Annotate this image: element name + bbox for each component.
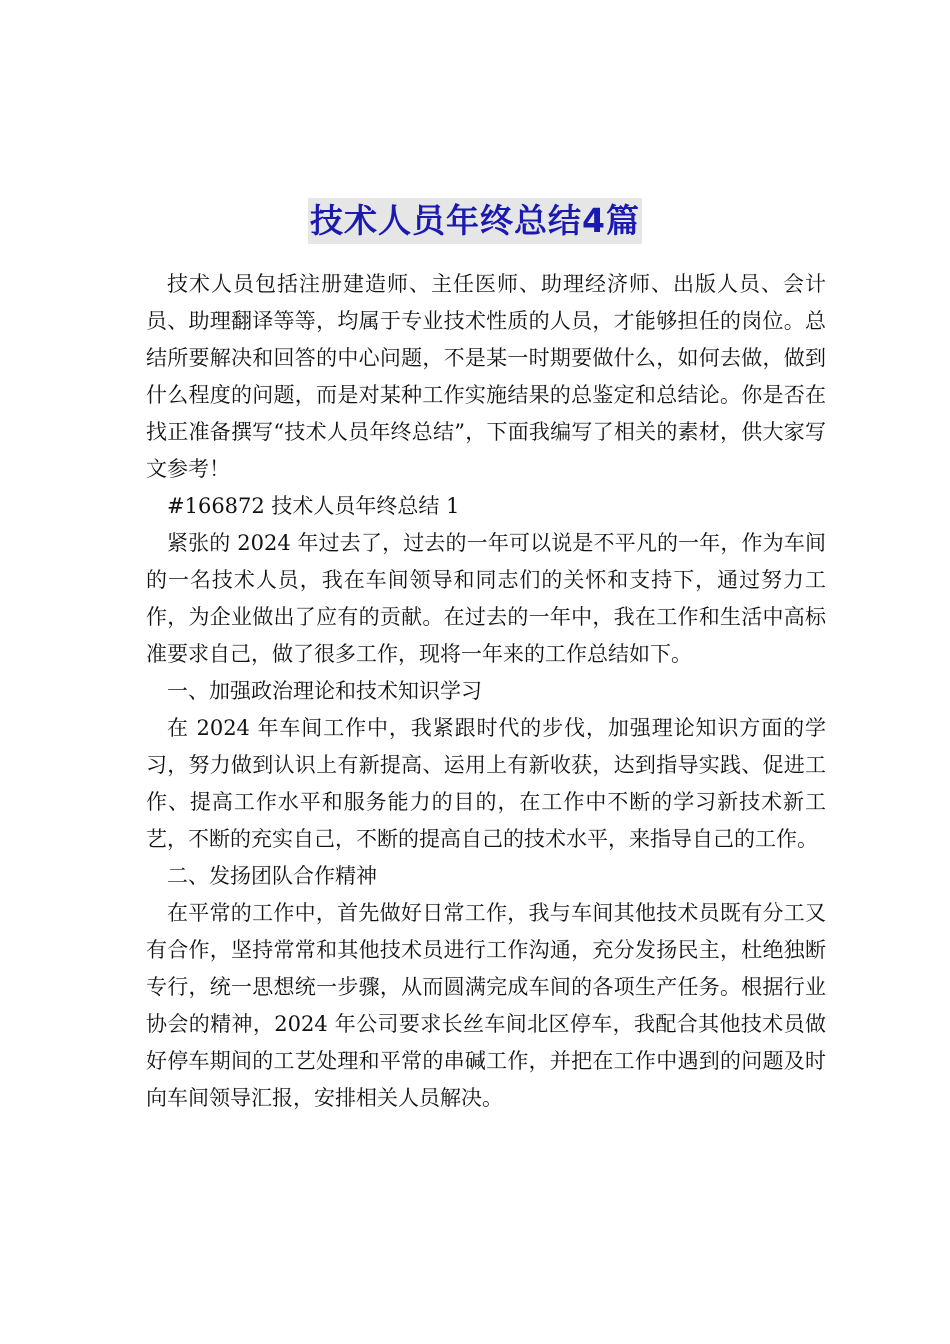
document-body	[146, 266, 826, 1117]
intro-paragraph: 技术人员包括注册建造师、主任医师、助理经济师、出版人员、会计员、助理翻译等等，均属于专业技术性质的人员，才能够担任的岗位。总结所要解决和回答的中心问题，不是某一时期要做什么，如何去做，做到什么程度的问题，而是对某种工作实施结果的总鉴定和总结论。你是否在找正准备撰写“技术人员年终总结”，下面我编写了相关的素材，供大家写文参考！	[146, 272, 826, 481]
body-paragraph: 紧张的 2024 年过去了，过去的一年可以说是不平凡的一年，作为车间的一名技术人员，我在车间领导和同志们的关怀和支持下，通过努力工作，为企业做出了应有的贡献。在过去的一年中，我在工作和生活中高标准要求自己，做了很多工作，现将一年来的工作总结如下。	[146, 531, 826, 666]
subheading-1: 一、加强政治理论和技术知识学习	[167, 679, 482, 703]
body-paragraph: 在 2024 年车间工作中，我紧跟时代的步伐，加强理论知识方面的学习，努力做到认识上有新提高、运用上有新收获，达到指导实践、促进工作、提高工作水平和服务能力的目的，在工作中不断的学习新技术新工艺，不断的充实自己，不断的提高自己的技术水平，来指导自己的工作。	[146, 716, 826, 851]
body-paragraph: 在平常的工作中，首先做好日常工作，我与车间其他技术员既有分工又有合作，坚持常常和其他技术员进行工作沟通，充分发扬民主，杜绝独断专行，统一思想统一步骤，从而圆满完成车间的各项生产任务。根据行业协会的精神，2024 年公司要求长丝车间北区停车，我配合其他技术员做好停车期间的工艺处理和平常的串碱工作，并把在工作中遇到的问题及时向车间领导汇报，安排相关人员解决。	[146, 901, 826, 1110]
document-title: 技术人员年终总结4篇	[308, 198, 642, 244]
title-wrapper	[0, 176, 950, 266]
subheading-2: 二、发扬团队合作精神	[167, 864, 377, 888]
section-heading-1: #166872 技术人员年终总结 1	[167, 494, 460, 518]
